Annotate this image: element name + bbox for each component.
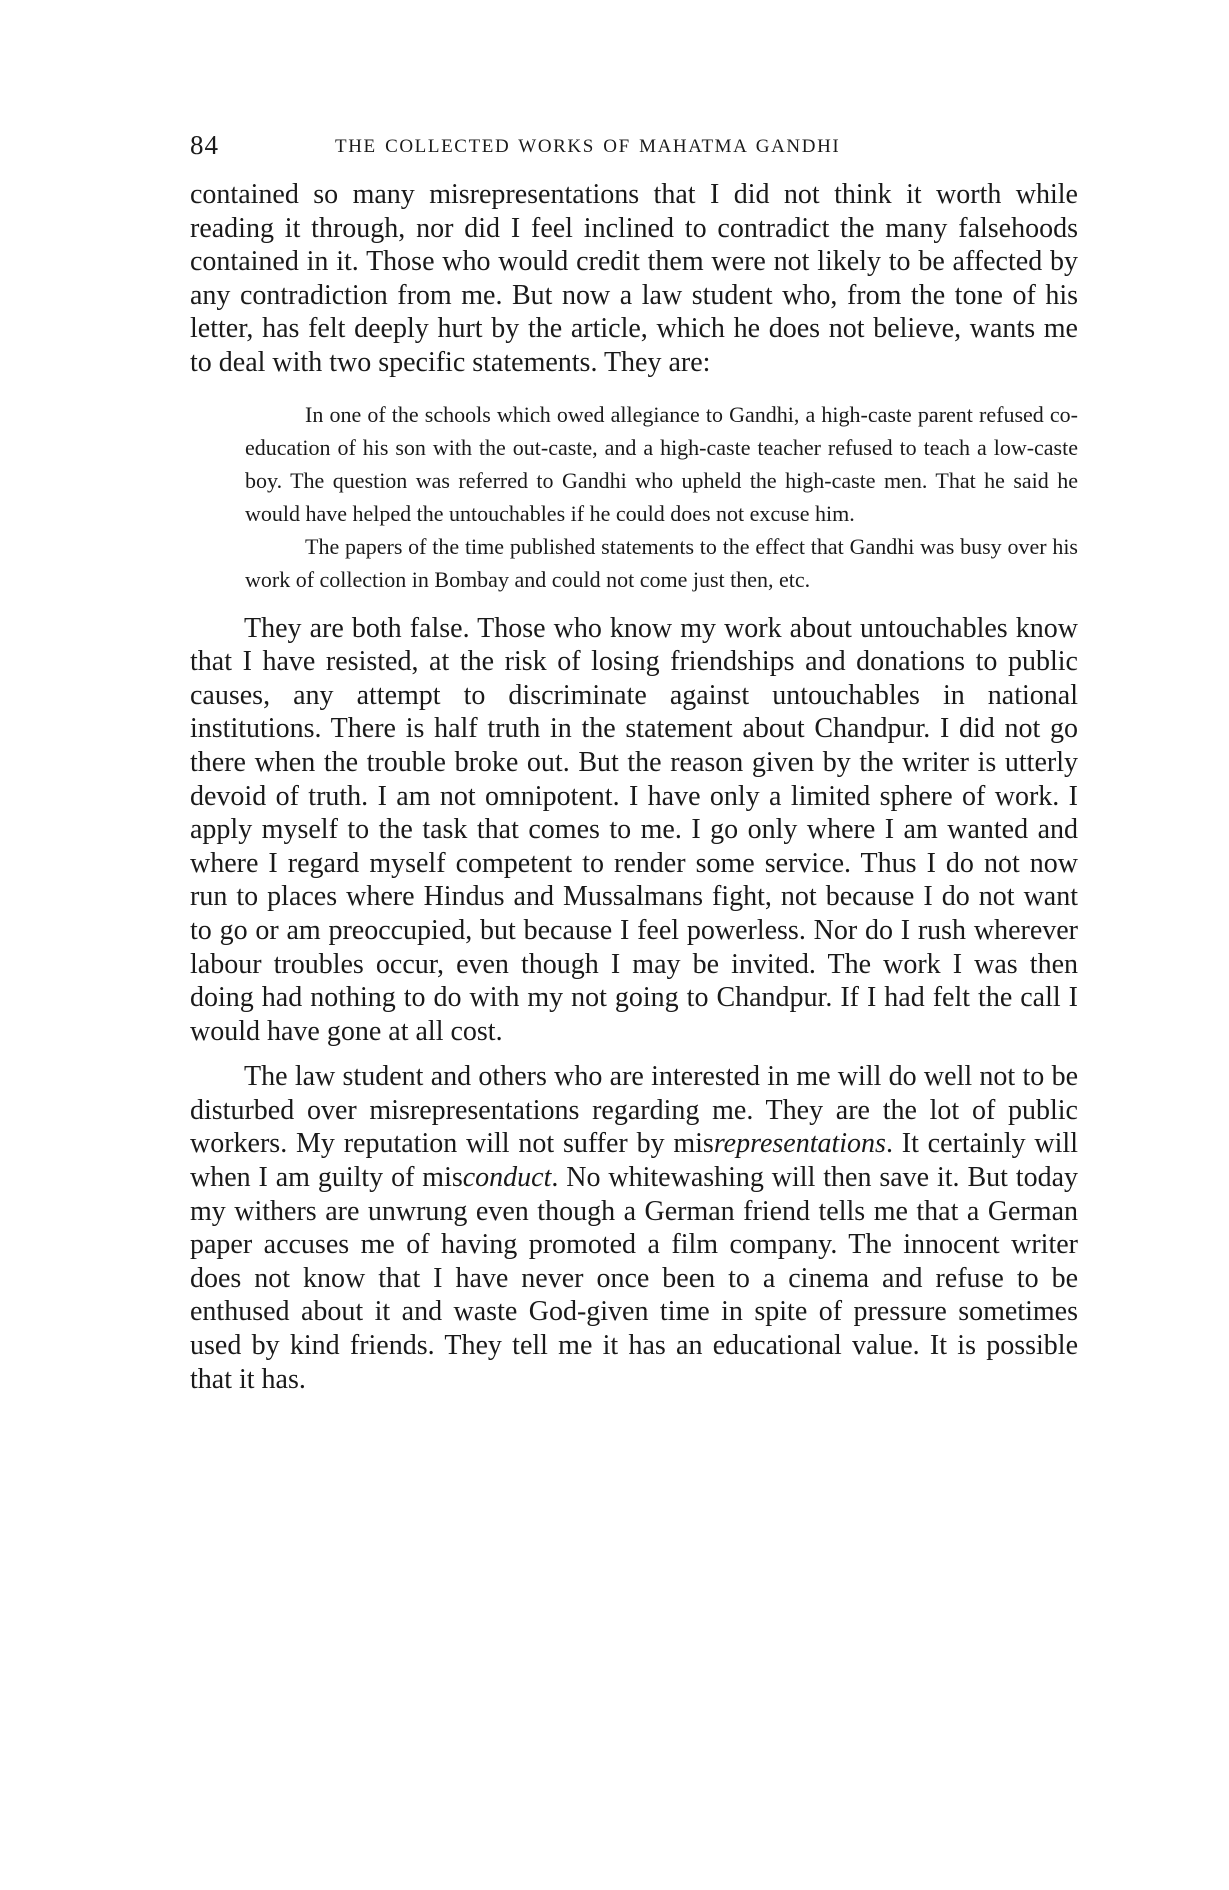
paragraph-1: contained so many misrepresentations that I did not think it worth while reading it through, nor did I feel inclined to contradict the many falsehoods contained in it. Those who would credit them were not likely to be affected by any contradiction from me. But now a law student who, from the tone of his letter, has felt deeply hurt by the article, which he does not believe, wants me to deal with two specific statements. They are: [190,179,1078,378]
paragraph-2: They are both false. Those who know my work about untouchables know that I have resisted, at the risk of losing friendships and donations to public causes, any attempt to discriminate against untouchables in national institutions. There is half truth in the statement about Chandpur. I did not go there when the trouble broke out. But the reason given by the writer is utterly devoid of truth. I am not omnipotent. I have only a limited sphere of work. I apply myself to the task that comes to me. I go only where I am wanted and where I regard myself competent to render some service. Thus I do not now run to places where Hindus and Mussalmans fight, not because I do not want to go or am preoccupied, but because I feel powerless. Nor do I rush wherever labour troubles occur, even though I may be invited. The work I was then doing had nothing to do with my not going to Chandpur. If I had felt the call I would have gone at all cost. [190,612,1078,1047]
running-head: THE COLLECTED WORKS OF MAHATMA GANDHI [335,136,841,157]
paragraph-3-text-c: . No whitewashing will then save it. But today my withers are unwrung even though a German friend tells me that a German paper accuses me of having promoted a film company. The innocent writer does not know that I have never once been to a cinema and refuse to be enthused about it and waste God-given time in spite of pressure sometimes used by kind friends. They tell me it has an educational value. It is possible that it has. [190,1162,1078,1395]
quote-paragraph-1: In one of the schools which owed allegiance to Gandhi, a high-caste parent refused co-education of his son with the out-caste, and a high-caste teacher refused to teach a low-caste boy. The question was referred to Gandhi who upheld the high-caste men. That he said he would have helped the untouchables if he could does not excuse him. [245,401,1078,526]
paragraph-3 [190,1060,1078,1396]
quote-paragraph-2: The papers of the time published statements to the effect that Gandhi was busy over his work of collection in Bombay and could not come just then, etc. [245,533,1078,592]
page-header [190,130,1078,170]
paragraph-3-text-a: The law student and others who are interested in me will do well not to be disturbed over misrepresentations regarding me. They are the lot of public workers. My reputation will not suffer by mis [190,1061,1078,1160]
page-number: 84 [190,130,219,160]
paragraph-3-italic-1: representations [713,1128,886,1160]
block-quote [245,398,1078,596]
body-text [190,178,1078,1396]
paragraph-3-italic-2: conduct [462,1162,552,1194]
paragraph-3-text-b: . It certainly will when I am guilty of mis [190,1128,1078,1194]
